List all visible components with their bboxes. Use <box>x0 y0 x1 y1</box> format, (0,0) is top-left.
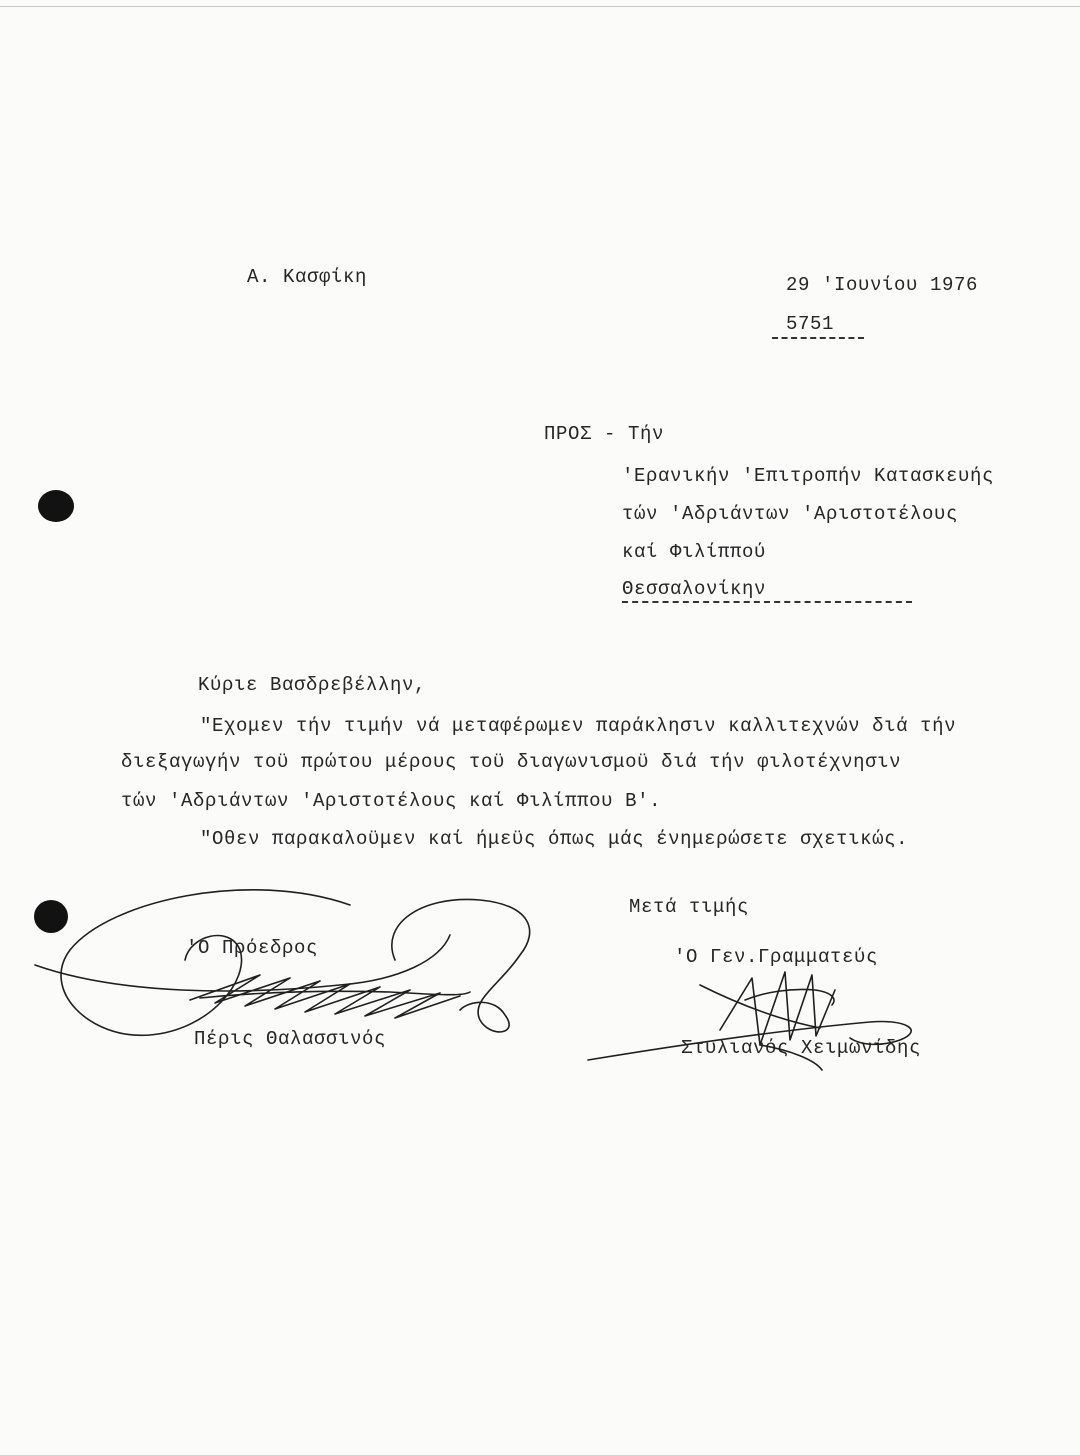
addressee-label: ΠΡΟΣ - Τήν <box>544 423 665 445</box>
recipient-line-1: 'Ερανικήν 'Επιτροπήν Κατασκευής <box>622 465 995 487</box>
recipient-line-3: καί Φιλίππού <box>622 541 767 563</box>
sender-name: Α. Κασφίκη <box>247 266 368 288</box>
letter-date: 29 'Ιουνίου 1976 <box>786 274 979 296</box>
body-line-3: τών 'Αδριάντων 'Αριστοτέλους καί Φιλίππου Β'. <box>121 790 662 812</box>
secretary-title: 'Ο Γεν.Γραμματεύς <box>674 946 879 968</box>
president-title: 'Ο Πρόεδρος <box>186 937 319 959</box>
president-name: Πέρις Θαλασσινός <box>194 1028 387 1050</box>
body-line-2: διεξαγωγήν τοϋ πρώτου μέρους τοϋ διαγωνισμοϋ διά τήν φιλοτέχνησιν <box>121 751 902 773</box>
body-line-4: "Οθεν παρακαλοϋμεν καί ήμεϋς όπως μάς ένημερώσετε σχετικώς. <box>200 828 909 850</box>
reference-number: 5751 <box>786 313 835 335</box>
recipient-city: Θεσσαλονίκην <box>622 578 767 600</box>
closing: Μετά τιμής <box>629 896 750 918</box>
body-line-1: "Εχομεν τήν τιμήν νά μεταφέρωμεν παράκλησιν καλλιτεχνών διά τήν <box>200 715 957 737</box>
secretary-name: Στυλιανός Χειμωνίδης <box>681 1037 922 1059</box>
salutation: Κύριε Βασδρεβέλλην, <box>198 674 427 696</box>
recipient-line-2: τών 'Αδριάντων 'Αριστοτέλους <box>622 503 959 525</box>
